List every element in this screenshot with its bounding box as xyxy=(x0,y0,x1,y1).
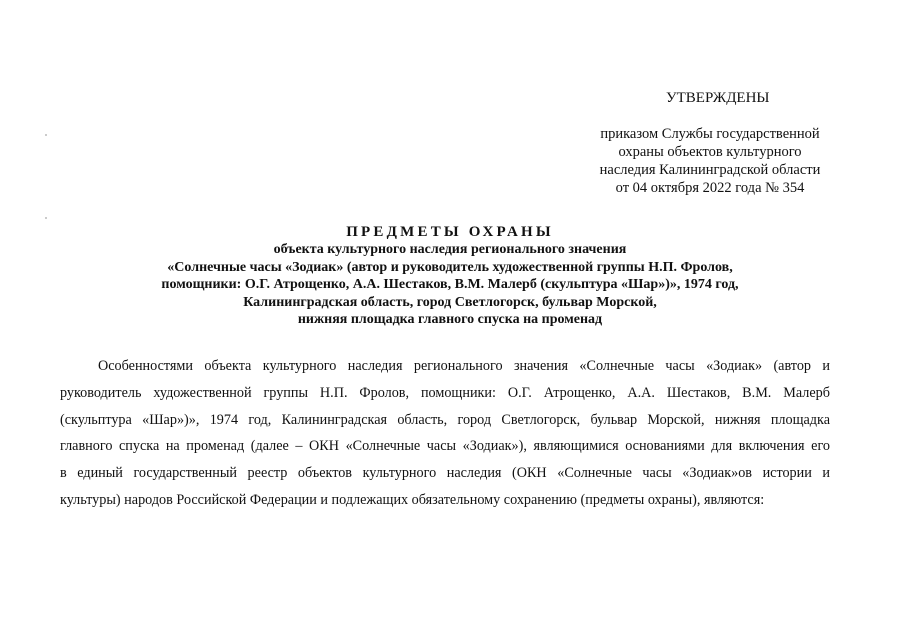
title-line: «Солнечные часы «Зодиак» (автор и руководитель художественной группы Н.П. Фролов, xyxy=(167,259,733,275)
paragraph-line: Особенностями объекта культурного наследия регионального значения «Солнечные часы «Зодиак» (автор и xyxy=(98,358,830,374)
document-title-block xyxy=(100,223,800,329)
paragraph-line: (скульптура «Шар»)», 1974 год, Калининградская область, город Светлогорск, бульвар Морской, нижняя площадка xyxy=(60,411,830,428)
scan-artifact xyxy=(45,217,47,219)
title-line: нижняя площадка главного спуска на променад xyxy=(297,312,603,327)
document-title: ПРЕДМЕТЫ ОХРАНЫ xyxy=(346,224,554,240)
paragraph-line: руководитель художественной группы Н.П. Фролов, помощники: О.Г. Атрощенко, А.А. Шестаков, В.М. Малерб xyxy=(60,384,830,401)
approval-line: от 04 октября 2022 года № 354 xyxy=(615,180,805,196)
title-line: объекта культурного наследия регионального значения xyxy=(273,242,627,257)
paragraph-line: главного спуска на променад (далее – ОКН «Солнечные часы «Зодиак»), являющимися основаниями для включения его xyxy=(60,438,830,455)
approval-order-text xyxy=(560,125,860,197)
approval-line: наследия Калининградской области xyxy=(599,162,821,178)
title-line: Калининградская область, город Светлогорск, бульвар Морской, xyxy=(243,294,657,310)
paragraph-line: в единый государственный реестр объектов культурного наследия (ОКН «Солнечные часы «Зодиак»ов истории и xyxy=(60,465,830,482)
scan-artifact xyxy=(45,134,47,136)
paragraph-line: культуры) народов Российской Федерации и подлежащих обязательному сохранению (предметы охраны), являются: xyxy=(60,491,765,508)
approved-heading: УТВЕРЖДЕНЫ xyxy=(666,90,770,106)
body-paragraph xyxy=(60,353,830,514)
approval-line: охраны объектов культурного xyxy=(618,144,802,160)
title-line: помощники: О.Г. Атрощенко, А.А. Шестаков, В.М. Малерб (скульптура «Шар»)», 1974 год, xyxy=(161,277,739,292)
approval-line: приказом Службы государственной xyxy=(600,126,820,142)
